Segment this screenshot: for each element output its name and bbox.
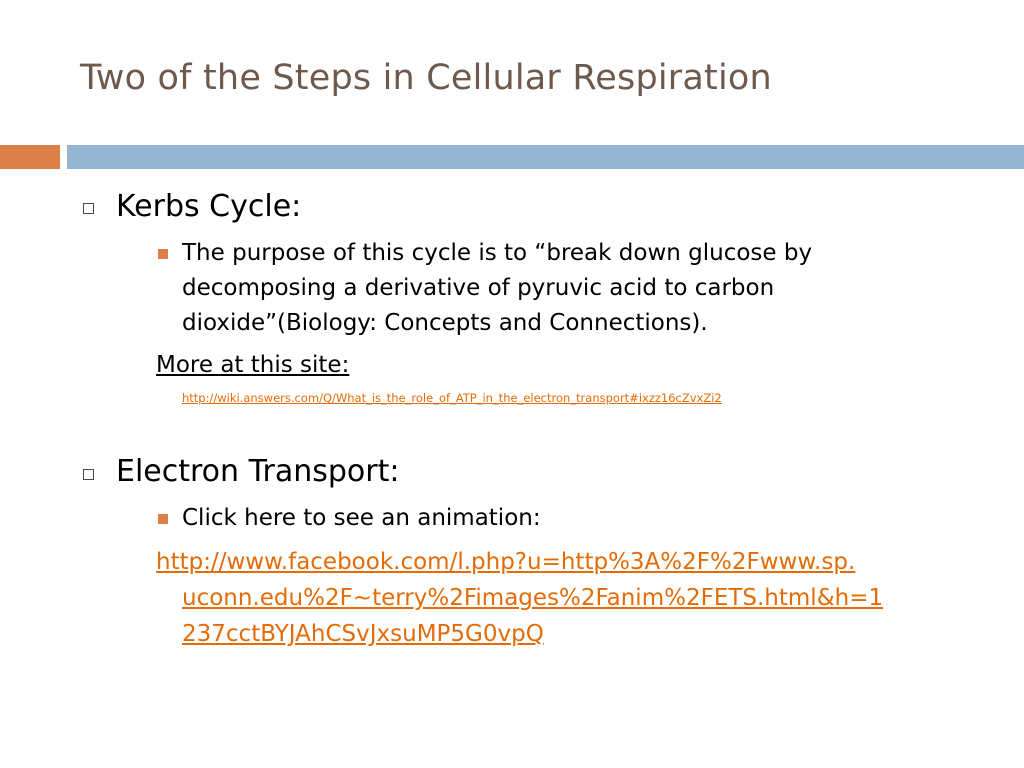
animation-link-line-3[interactable]: 237cctBYJAhCSvJxsuMP5G0vpQ [182, 621, 544, 647]
hollow-square-bullet-icon [83, 469, 94, 480]
slide-title: Two of the Steps in Cellular Respiration [80, 58, 772, 98]
section-heading-kerbs-cycle: Kerbs Cycle: [116, 189, 302, 224]
section-heading-electron-transport: Electron Transport: [116, 454, 400, 489]
animation-prompt: Click here to see an animation: [182, 505, 541, 531]
wiki-answers-link[interactable]: http://wiki.answers.com/Q/What_is_the_role_of_ATP_in_the_electron_transport#ixzz16cZvxZi2 [182, 391, 722, 405]
filled-square-bullet-icon [158, 249, 168, 259]
kerbs-description-line-2: decomposing a derivative of pyruvic acid to carbon [182, 275, 775, 301]
filled-square-bullet-icon [158, 514, 168, 524]
more-at-this-site-label: More at this site: [156, 352, 350, 378]
kerbs-description-line-1: The purpose of this cycle is to “break down glucose by [182, 240, 813, 266]
accent-bar-orange [0, 145, 60, 169]
animation-link-line-2[interactable]: uconn.edu%2F~terry%2Fimages%2Fanim%2FETS.html&h=1 [182, 585, 884, 611]
kerbs-description-line-3: dioxide”(Biology: Concepts and Connections). [182, 310, 708, 336]
accent-bar-blue [67, 145, 1024, 169]
hollow-square-bullet-icon [83, 203, 94, 214]
animation-link-line-1[interactable]: http://www.facebook.com/l.php?u=http%3A%2F%2Fwww.sp. [156, 549, 856, 575]
